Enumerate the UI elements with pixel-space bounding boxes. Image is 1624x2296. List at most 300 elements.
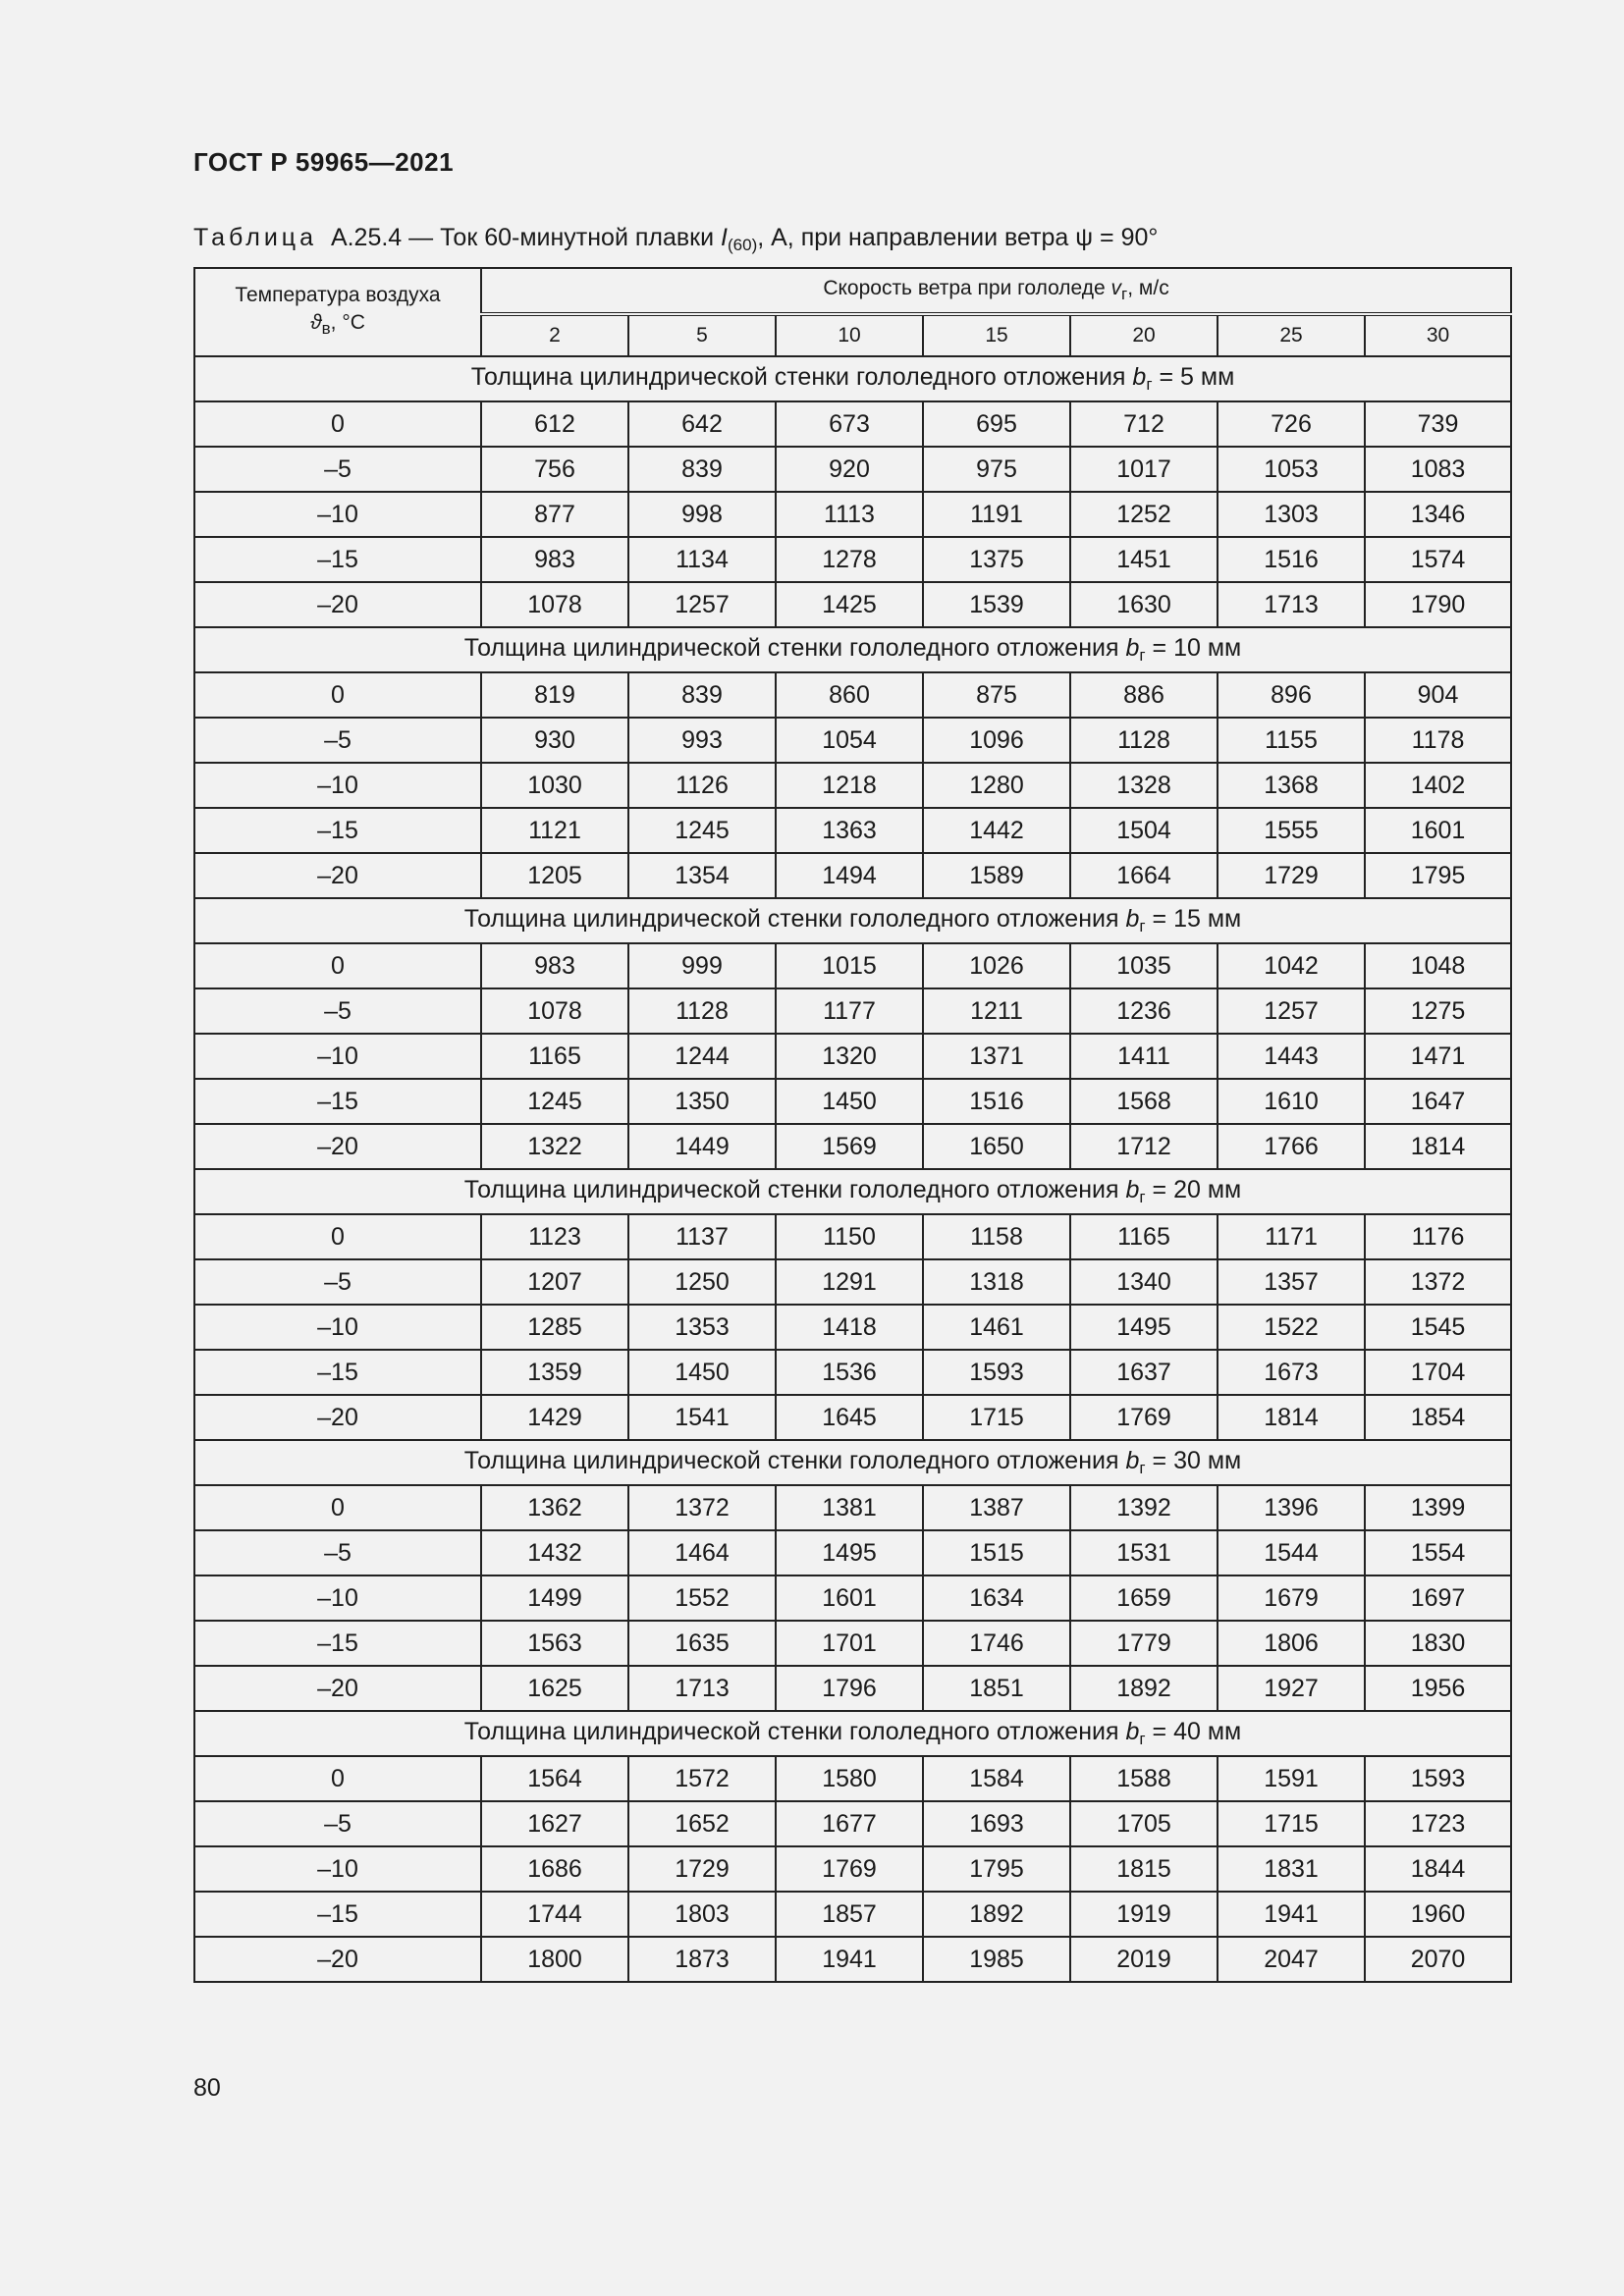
current-value-cell: 904 bbox=[1365, 672, 1511, 718]
temperature-cell: –5 bbox=[194, 988, 481, 1034]
current-value-cell: 1589 bbox=[923, 853, 1070, 898]
section-title bbox=[194, 1169, 1511, 1214]
current-value-cell: 1048 bbox=[1365, 943, 1511, 988]
section-thickness: = 40 bbox=[1152, 1718, 1201, 1745]
temperature-header-line1: Температура воздуха bbox=[235, 284, 441, 306]
current-value-cell: 1245 bbox=[481, 1079, 628, 1124]
current-value-cell: 1053 bbox=[1218, 447, 1365, 492]
current-value-cell: 1601 bbox=[1365, 808, 1511, 853]
current-value-cell: 1545 bbox=[1365, 1305, 1511, 1350]
current-value-cell: 1536 bbox=[776, 1350, 923, 1395]
temperature-cell: –10 bbox=[194, 1034, 481, 1079]
table-row bbox=[194, 1124, 1511, 1169]
current-value-cell: 1568 bbox=[1070, 1079, 1218, 1124]
temperature-cell: –15 bbox=[194, 1621, 481, 1666]
current-value-cell: 2019 bbox=[1070, 1937, 1218, 1982]
current-value-cell: 1941 bbox=[776, 1937, 923, 1982]
wind-speed-header-prefix: Скорость ветра при гололеде bbox=[823, 277, 1106, 299]
current-value-cell: 1652 bbox=[628, 1801, 776, 1846]
table-row bbox=[194, 672, 1511, 718]
section-title-symbol-sub: г bbox=[1139, 1730, 1146, 1748]
current-value-cell: 1134 bbox=[628, 537, 776, 582]
current-value-cell: 1359 bbox=[481, 1350, 628, 1395]
table-row bbox=[194, 1079, 1511, 1124]
current-value-cell: 1564 bbox=[481, 1756, 628, 1801]
current-value-cell: 1207 bbox=[481, 1259, 628, 1305]
temperature-cell: 0 bbox=[194, 672, 481, 718]
current-value-cell: 1569 bbox=[776, 1124, 923, 1169]
temperature-cell: –20 bbox=[194, 1395, 481, 1440]
current-value-cell: 1892 bbox=[923, 1892, 1070, 1937]
current-value-cell: 1960 bbox=[1365, 1892, 1511, 1937]
current-value-cell: 993 bbox=[628, 718, 776, 763]
current-value-cell: 1191 bbox=[923, 492, 1070, 537]
section-unit: мм bbox=[1207, 905, 1242, 933]
section-title bbox=[194, 356, 1511, 401]
current-value-cell: 1245 bbox=[628, 808, 776, 853]
table-row bbox=[194, 1395, 1511, 1440]
current-value-cell: 1363 bbox=[776, 808, 923, 853]
table-row bbox=[194, 988, 1511, 1034]
caption-symbol: I bbox=[721, 224, 728, 251]
current-value-cell: 726 bbox=[1218, 401, 1365, 447]
current-value-cell: 1795 bbox=[923, 1846, 1070, 1892]
current-value-cell: 1744 bbox=[481, 1892, 628, 1937]
current-value-cell: 1927 bbox=[1218, 1666, 1365, 1711]
section-thickness: = 15 bbox=[1152, 905, 1201, 933]
current-value-cell: 1701 bbox=[776, 1621, 923, 1666]
current-value-cell: 1677 bbox=[776, 1801, 923, 1846]
current-value-cell: 1729 bbox=[628, 1846, 776, 1892]
current-value-cell: 1442 bbox=[923, 808, 1070, 853]
current-value-cell: 1176 bbox=[1365, 1214, 1511, 1259]
current-value-cell: 1236 bbox=[1070, 988, 1218, 1034]
table-row bbox=[194, 1621, 1511, 1666]
current-value-cell: 1659 bbox=[1070, 1575, 1218, 1621]
current-value-cell: 1357 bbox=[1218, 1259, 1365, 1305]
current-value-cell: 1392 bbox=[1070, 1485, 1218, 1530]
current-value-cell: 1779 bbox=[1070, 1621, 1218, 1666]
current-value-cell: 1252 bbox=[1070, 492, 1218, 537]
current-value-cell: 1368 bbox=[1218, 763, 1365, 808]
current-value-cell: 1257 bbox=[1218, 988, 1365, 1034]
current-value-cell: 1078 bbox=[481, 988, 628, 1034]
current-value-cell: 1790 bbox=[1365, 582, 1511, 627]
current-value-cell: 1155 bbox=[1218, 718, 1365, 763]
table-row bbox=[194, 447, 1511, 492]
current-value-cell: 1515 bbox=[923, 1530, 1070, 1575]
table-row bbox=[194, 1259, 1511, 1305]
section-title-symbol-sub: г bbox=[1139, 917, 1146, 935]
current-value-cell: 1697 bbox=[1365, 1575, 1511, 1621]
temperature-symbol-sub: в bbox=[321, 319, 331, 338]
current-value-cell: 1275 bbox=[1365, 988, 1511, 1034]
current-value-cell: 1713 bbox=[1218, 582, 1365, 627]
current-value-cell: 1541 bbox=[628, 1395, 776, 1440]
section-title-symbol-sub: г bbox=[1139, 1188, 1146, 1206]
current-value-cell: 886 bbox=[1070, 672, 1218, 718]
current-value-cell: 1418 bbox=[776, 1305, 923, 1350]
current-value-cell: 1650 bbox=[923, 1124, 1070, 1169]
current-value-cell: 1851 bbox=[923, 1666, 1070, 1711]
current-value-cell: 1362 bbox=[481, 1485, 628, 1530]
section-header-row bbox=[194, 1711, 1511, 1756]
section-title-symbol: b bbox=[1125, 1447, 1140, 1474]
current-value-cell: 1432 bbox=[481, 1530, 628, 1575]
current-value-cell: 1354 bbox=[628, 853, 776, 898]
section-header-row bbox=[194, 627, 1511, 672]
current-value-cell: 1572 bbox=[628, 1756, 776, 1801]
current-value-cell: 1285 bbox=[481, 1305, 628, 1350]
current-value-cell: 1563 bbox=[481, 1621, 628, 1666]
current-value-cell: 1123 bbox=[481, 1214, 628, 1259]
section-thickness: = 20 bbox=[1152, 1176, 1201, 1203]
wind-speed-symbol-sub: г bbox=[1121, 285, 1128, 303]
section-unit: мм bbox=[1207, 1176, 1242, 1203]
current-value-cell: 1815 bbox=[1070, 1846, 1218, 1892]
table-row bbox=[194, 718, 1511, 763]
temperature-cell: –5 bbox=[194, 718, 481, 763]
current-value-cell: 877 bbox=[481, 492, 628, 537]
section-title-prefix: Толщина цилиндрической стенки гололедного отложения bbox=[463, 1718, 1119, 1745]
current-value-cell: 1531 bbox=[1070, 1530, 1218, 1575]
section-title bbox=[194, 1711, 1511, 1756]
current-value-cell: 1574 bbox=[1365, 537, 1511, 582]
document-code: ГОСТ Р 59965—2021 bbox=[193, 147, 455, 177]
current-value-cell: 1766 bbox=[1218, 1124, 1365, 1169]
current-value-cell: 1113 bbox=[776, 492, 923, 537]
current-value-cell: 1030 bbox=[481, 763, 628, 808]
table-row bbox=[194, 1485, 1511, 1530]
current-value-cell: 1580 bbox=[776, 1756, 923, 1801]
current-value-cell: 1165 bbox=[1070, 1214, 1218, 1259]
current-value-cell: 1673 bbox=[1218, 1350, 1365, 1395]
temperature-unit: , °С bbox=[330, 311, 365, 334]
current-value-cell: 896 bbox=[1218, 672, 1365, 718]
current-value-cell: 1411 bbox=[1070, 1034, 1218, 1079]
current-value-cell: 1165 bbox=[481, 1034, 628, 1079]
speed-header-cell: 2 bbox=[481, 314, 628, 356]
current-value-cell: 1806 bbox=[1218, 1621, 1365, 1666]
current-value-cell: 1985 bbox=[923, 1937, 1070, 1982]
current-value-cell: 1328 bbox=[1070, 763, 1218, 808]
current-value-cell: 1150 bbox=[776, 1214, 923, 1259]
table-row bbox=[194, 853, 1511, 898]
current-value-cell: 1941 bbox=[1218, 1892, 1365, 1937]
current-value-cell: 983 bbox=[481, 943, 628, 988]
current-value-cell: 1449 bbox=[628, 1124, 776, 1169]
current-value-cell: 1177 bbox=[776, 988, 923, 1034]
current-value-cell: 1017 bbox=[1070, 447, 1218, 492]
current-value-cell: 1499 bbox=[481, 1575, 628, 1621]
current-value-cell: 1713 bbox=[628, 1666, 776, 1711]
temperature-cell: –5 bbox=[194, 1801, 481, 1846]
current-value-cell: 695 bbox=[923, 401, 1070, 447]
current-value-cell: 1729 bbox=[1218, 853, 1365, 898]
section-thickness: = 5 bbox=[1159, 363, 1194, 391]
section-unit: мм bbox=[1200, 363, 1235, 391]
current-value-cell: 1461 bbox=[923, 1305, 1070, 1350]
temperature-cell: –15 bbox=[194, 1350, 481, 1395]
temperature-symbol: ϑ bbox=[310, 311, 322, 334]
current-value-cell: 1035 bbox=[1070, 943, 1218, 988]
current-value-cell: 1495 bbox=[776, 1530, 923, 1575]
current-value-cell: 1516 bbox=[1218, 537, 1365, 582]
current-value-cell: 1371 bbox=[923, 1034, 1070, 1079]
current-value-cell: 1831 bbox=[1218, 1846, 1365, 1892]
section-title bbox=[194, 627, 1511, 672]
temperature-cell: –10 bbox=[194, 1575, 481, 1621]
current-value-cell: 1244 bbox=[628, 1034, 776, 1079]
current-value-cell: 1601 bbox=[776, 1575, 923, 1621]
current-value-cell: 1504 bbox=[1070, 808, 1218, 853]
table-row bbox=[194, 492, 1511, 537]
section-thickness: = 10 bbox=[1152, 634, 1201, 662]
current-value-cell: 1399 bbox=[1365, 1485, 1511, 1530]
temperature-cell: –10 bbox=[194, 492, 481, 537]
current-value-cell: 1723 bbox=[1365, 1801, 1511, 1846]
current-value-cell: 1715 bbox=[1218, 1801, 1365, 1846]
current-value-cell: 1664 bbox=[1070, 853, 1218, 898]
section-title-symbol-sub: г bbox=[1146, 375, 1153, 394]
section-unit: мм bbox=[1207, 1447, 1242, 1474]
current-value-cell: 1346 bbox=[1365, 492, 1511, 537]
section-title-symbol: b bbox=[1132, 363, 1147, 391]
current-value-cell: 1844 bbox=[1365, 1846, 1511, 1892]
current-value-cell: 1280 bbox=[923, 763, 1070, 808]
table-row bbox=[194, 808, 1511, 853]
section-header-row bbox=[194, 356, 1511, 401]
current-value-cell: 756 bbox=[481, 447, 628, 492]
current-value-cell: 2047 bbox=[1218, 1937, 1365, 1982]
current-value-cell: 1303 bbox=[1218, 492, 1365, 537]
current-value-cell: 839 bbox=[628, 447, 776, 492]
section-title-prefix: Толщина цилиндрической стенки гололедного отложения bbox=[470, 363, 1126, 391]
current-value-cell: 1588 bbox=[1070, 1756, 1218, 1801]
current-value-cell: 1291 bbox=[776, 1259, 923, 1305]
page-number: 80 bbox=[193, 2074, 221, 2102]
current-value-cell: 1375 bbox=[923, 537, 1070, 582]
caption-number: А.25.4 — Ток 60-минутной плавки bbox=[330, 224, 715, 251]
current-value-cell: 1450 bbox=[628, 1350, 776, 1395]
current-value-cell: 983 bbox=[481, 537, 628, 582]
table-row bbox=[194, 1801, 1511, 1846]
current-value-cell: 1158 bbox=[923, 1214, 1070, 1259]
current-value-cell: 712 bbox=[1070, 401, 1218, 447]
current-value-cell: 999 bbox=[628, 943, 776, 988]
current-value-cell: 1610 bbox=[1218, 1079, 1365, 1124]
section-title-prefix: Толщина цилиндрической стенки гололедного отложения bbox=[463, 1176, 1119, 1203]
current-value-cell: 1083 bbox=[1365, 447, 1511, 492]
current-value-cell: 1372 bbox=[628, 1485, 776, 1530]
current-value-cell: 1471 bbox=[1365, 1034, 1511, 1079]
current-value-cell: 1250 bbox=[628, 1259, 776, 1305]
current-value-cell: 1796 bbox=[776, 1666, 923, 1711]
section-title-symbol-sub: г bbox=[1139, 1459, 1146, 1477]
current-value-cell: 819 bbox=[481, 672, 628, 718]
current-value-cell: 1464 bbox=[628, 1530, 776, 1575]
current-value-cell: 1322 bbox=[481, 1124, 628, 1169]
table-row bbox=[194, 943, 1511, 988]
current-value-cell: 1494 bbox=[776, 853, 923, 898]
speed-header-cell: 30 bbox=[1365, 314, 1511, 356]
table-row bbox=[194, 1846, 1511, 1892]
current-value-cell: 1026 bbox=[923, 943, 1070, 988]
current-value-cell: 1746 bbox=[923, 1621, 1070, 1666]
current-value-cell: 1450 bbox=[776, 1079, 923, 1124]
current-value-cell: 1257 bbox=[628, 582, 776, 627]
current-value-cell: 1591 bbox=[1218, 1756, 1365, 1801]
temperature-header bbox=[194, 268, 481, 356]
table-row bbox=[194, 1305, 1511, 1350]
current-value-cell: 1919 bbox=[1070, 1892, 1218, 1937]
current-value-cell: 1645 bbox=[776, 1395, 923, 1440]
current-value-cell: 1278 bbox=[776, 537, 923, 582]
temperature-cell: –5 bbox=[194, 1259, 481, 1305]
current-value-cell: 1627 bbox=[481, 1801, 628, 1846]
wind-speed-unit: , м/с bbox=[1127, 277, 1169, 299]
current-value-cell: 1769 bbox=[776, 1846, 923, 1892]
section-title-prefix: Толщина цилиндрической стенки гололедного отложения bbox=[463, 905, 1119, 933]
current-value-cell: 860 bbox=[776, 672, 923, 718]
section-header-row bbox=[194, 1169, 1511, 1214]
temperature-cell: –15 bbox=[194, 537, 481, 582]
speed-header-cell: 5 bbox=[628, 314, 776, 356]
current-value-cell: 1800 bbox=[481, 1937, 628, 1982]
current-value-cell: 1054 bbox=[776, 718, 923, 763]
current-value-cell: 1381 bbox=[776, 1485, 923, 1530]
current-value-cell: 1795 bbox=[1365, 853, 1511, 898]
current-value-cell: 1554 bbox=[1365, 1530, 1511, 1575]
current-value-cell: 1402 bbox=[1365, 763, 1511, 808]
temperature-cell: –20 bbox=[194, 1666, 481, 1711]
speed-header-cell: 15 bbox=[923, 314, 1070, 356]
current-value-cell: 1693 bbox=[923, 1801, 1070, 1846]
temperature-cell: –5 bbox=[194, 447, 481, 492]
current-value-cell: 1584 bbox=[923, 1756, 1070, 1801]
current-value-cell: 1443 bbox=[1218, 1034, 1365, 1079]
current-value-cell: 1686 bbox=[481, 1846, 628, 1892]
current-value-cell: 1854 bbox=[1365, 1395, 1511, 1440]
temperature-cell: –20 bbox=[194, 853, 481, 898]
temperature-cell: 0 bbox=[194, 1214, 481, 1259]
table-row bbox=[194, 1034, 1511, 1079]
current-value-cell: 1803 bbox=[628, 1892, 776, 1937]
current-value-cell: 1078 bbox=[481, 582, 628, 627]
caption-symbol-sub: (60) bbox=[728, 236, 758, 254]
section-unit: мм bbox=[1207, 1718, 1242, 1745]
current-value-cell: 1555 bbox=[1218, 808, 1365, 853]
current-value-cell: 1429 bbox=[481, 1395, 628, 1440]
section-title bbox=[194, 1440, 1511, 1485]
current-value-cell: 1769 bbox=[1070, 1395, 1218, 1440]
current-value-cell: 1544 bbox=[1218, 1530, 1365, 1575]
table-row bbox=[194, 582, 1511, 627]
current-value-cell: 1634 bbox=[923, 1575, 1070, 1621]
temperature-cell: 0 bbox=[194, 401, 481, 447]
current-value-cell: 1015 bbox=[776, 943, 923, 988]
table-row bbox=[194, 763, 1511, 808]
section-title-prefix: Толщина цилиндрической стенки гололедного отложения bbox=[463, 1447, 1119, 1474]
caption-rest: , А, при направлении ветра ψ = 90° bbox=[757, 224, 1159, 251]
current-value-cell: 1522 bbox=[1218, 1305, 1365, 1350]
current-value-cell: 1857 bbox=[776, 1892, 923, 1937]
table-caption bbox=[193, 224, 1158, 255]
current-value-cell: 1353 bbox=[628, 1305, 776, 1350]
current-value-cell: 1451 bbox=[1070, 537, 1218, 582]
current-value-cell: 1128 bbox=[1070, 718, 1218, 763]
current-value-cell: 1539 bbox=[923, 582, 1070, 627]
current-value-cell: 1126 bbox=[628, 763, 776, 808]
current-value-cell: 1320 bbox=[776, 1034, 923, 1079]
current-table bbox=[193, 267, 1512, 1983]
table-row bbox=[194, 1937, 1511, 1982]
current-value-cell: 1712 bbox=[1070, 1124, 1218, 1169]
current-value-cell: 1318 bbox=[923, 1259, 1070, 1305]
temperature-cell: –15 bbox=[194, 808, 481, 853]
current-value-cell: 1704 bbox=[1365, 1350, 1511, 1395]
current-value-cell: 1096 bbox=[923, 718, 1070, 763]
table-row bbox=[194, 1575, 1511, 1621]
temperature-cell: –10 bbox=[194, 763, 481, 808]
table-row bbox=[194, 1214, 1511, 1259]
current-value-cell: 1396 bbox=[1218, 1485, 1365, 1530]
section-title-symbol: b bbox=[1125, 634, 1140, 662]
current-value-cell: 1211 bbox=[923, 988, 1070, 1034]
wind-speed-symbol: v bbox=[1110, 277, 1122, 299]
temperature-cell: 0 bbox=[194, 943, 481, 988]
table-row bbox=[194, 1666, 1511, 1711]
section-title bbox=[194, 898, 1511, 943]
speed-header-cell: 10 bbox=[776, 314, 923, 356]
temperature-cell: 0 bbox=[194, 1485, 481, 1530]
section-title-prefix: Толщина цилиндрической стенки гололедного отложения bbox=[463, 634, 1119, 662]
current-value-cell: 2070 bbox=[1365, 1937, 1511, 1982]
current-value-cell: 1892 bbox=[1070, 1666, 1218, 1711]
caption-prefix: Таблица bbox=[193, 224, 318, 251]
temperature-cell: –20 bbox=[194, 582, 481, 627]
current-value-cell: 1516 bbox=[923, 1079, 1070, 1124]
current-value-cell: 1350 bbox=[628, 1079, 776, 1124]
current-value-cell: 1042 bbox=[1218, 943, 1365, 988]
section-thickness: = 30 bbox=[1152, 1447, 1201, 1474]
current-value-cell: 1830 bbox=[1365, 1621, 1511, 1666]
header-row bbox=[194, 268, 1511, 314]
current-value-cell: 1128 bbox=[628, 988, 776, 1034]
current-value-cell: 875 bbox=[923, 672, 1070, 718]
current-value-cell: 1372 bbox=[1365, 1259, 1511, 1305]
temperature-cell: –15 bbox=[194, 1892, 481, 1937]
current-value-cell: 1637 bbox=[1070, 1350, 1218, 1395]
current-value-cell: 920 bbox=[776, 447, 923, 492]
speed-header-cell: 20 bbox=[1070, 314, 1218, 356]
section-unit: мм bbox=[1207, 634, 1242, 662]
current-value-cell: 1340 bbox=[1070, 1259, 1218, 1305]
current-value-cell: 1552 bbox=[628, 1575, 776, 1621]
table-row bbox=[194, 1892, 1511, 1937]
current-value-cell: 1956 bbox=[1365, 1666, 1511, 1711]
temperature-cell: –20 bbox=[194, 1124, 481, 1169]
section-title-symbol: b bbox=[1125, 905, 1140, 933]
current-value-cell: 1495 bbox=[1070, 1305, 1218, 1350]
current-value-cell: 1178 bbox=[1365, 718, 1511, 763]
current-value-cell: 1593 bbox=[1365, 1756, 1511, 1801]
current-value-cell: 1387 bbox=[923, 1485, 1070, 1530]
current-value-cell: 1814 bbox=[1218, 1395, 1365, 1440]
speed-header-cell: 25 bbox=[1218, 314, 1365, 356]
current-value-cell: 1425 bbox=[776, 582, 923, 627]
section-title-symbol-sub: г bbox=[1139, 646, 1146, 665]
